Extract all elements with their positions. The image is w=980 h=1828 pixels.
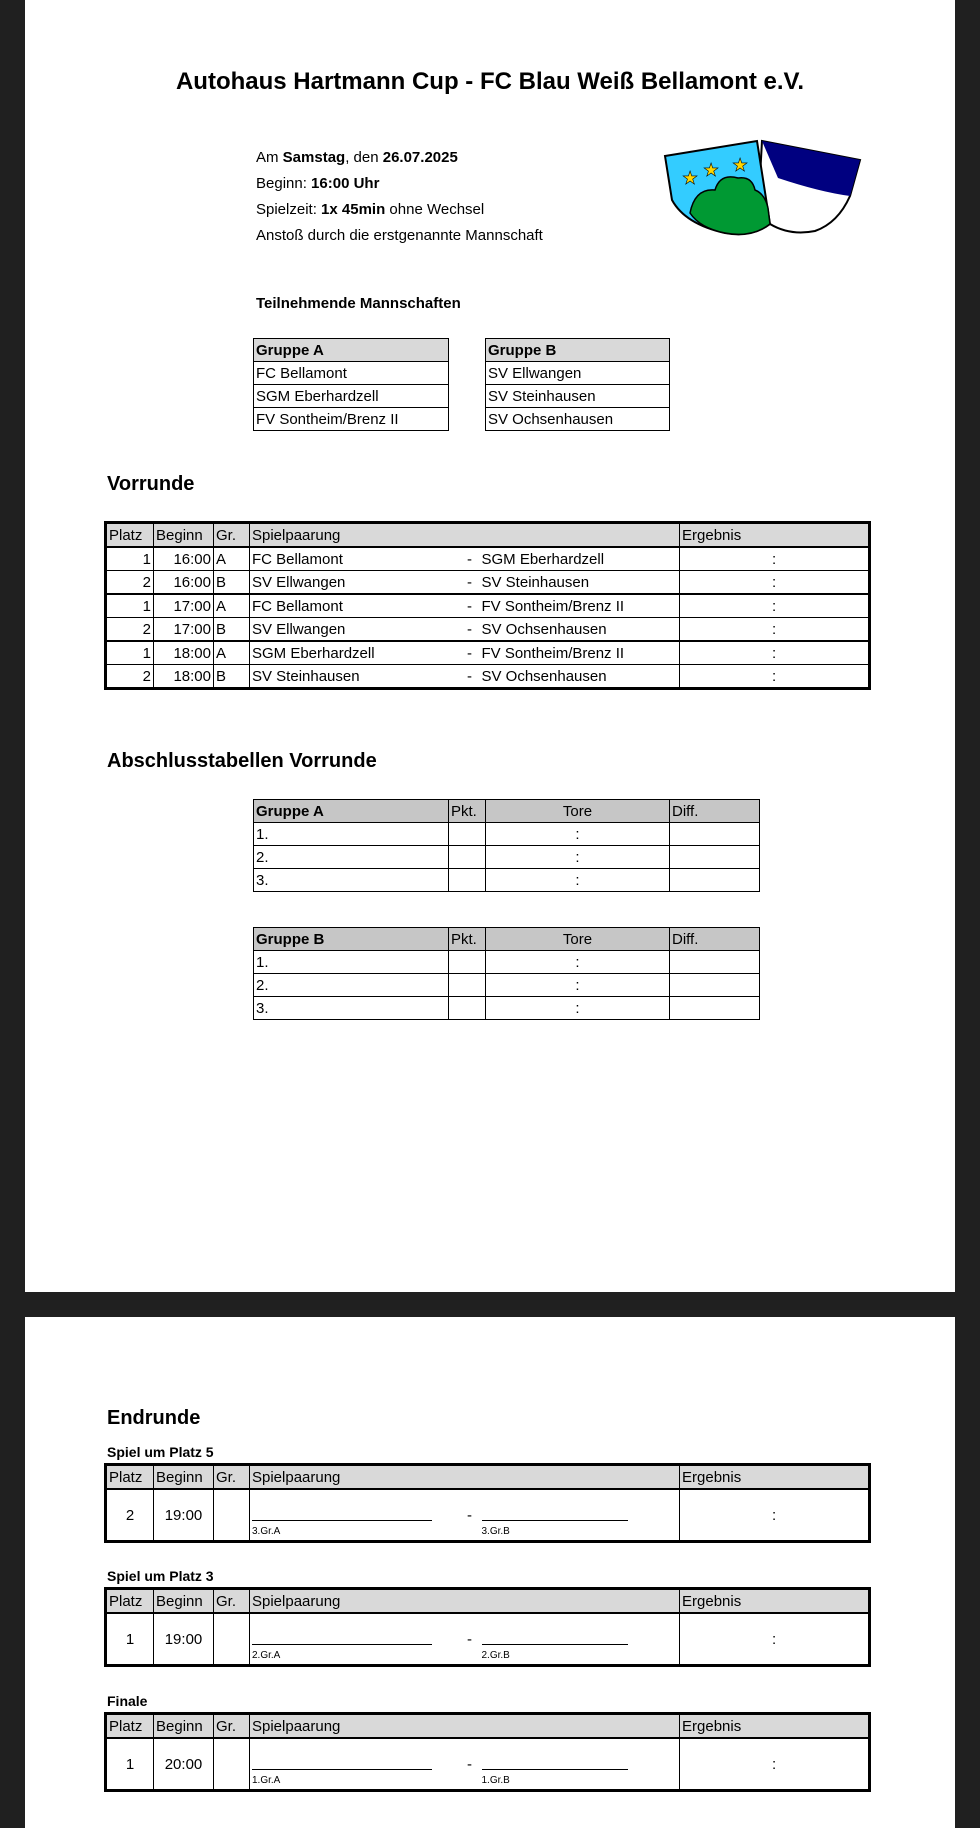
col-header-ergebnis: Ergebnis — [680, 1589, 870, 1614]
match-time: 17:00 — [154, 594, 214, 618]
group-b-team: SV Ellwangen — [486, 362, 670, 385]
vorrunde-schedule-table — [104, 521, 871, 690]
match-group: A — [214, 641, 250, 665]
club-crest-logo — [660, 138, 865, 236]
info-start-line: Beginn: 16:00 Uhr — [256, 175, 380, 192]
group-a-table — [253, 338, 449, 431]
match-result: : — [680, 665, 870, 689]
col-header-ergebnis: Ergebnis — [680, 1714, 870, 1739]
match-separator: - — [460, 641, 480, 665]
group-a-header: Gruppe A — [254, 339, 449, 362]
final-platz: 1 — [106, 1613, 154, 1666]
home-slot-label: 3.Gr.A — [252, 1526, 281, 1537]
col-header-ergebnis: Ergebnis — [680, 1465, 870, 1490]
col-header-gr: Gr. — [214, 523, 250, 548]
final-game-table — [104, 1587, 871, 1667]
table-row — [106, 665, 870, 689]
away-slot-label: 1.Gr.B — [481, 1775, 510, 1786]
away-blank-line — [482, 1752, 628, 1770]
match-home-team: SV Ellwangen — [250, 618, 460, 642]
col-header-beginn: Beginn — [154, 1589, 214, 1614]
table-row — [254, 846, 760, 869]
match-away-team: SGM Eberhardzell — [480, 547, 680, 571]
group-a-team: SGM Eberhardzell — [254, 385, 449, 408]
group-a-team: FV Sontheim/Brenz II — [254, 408, 449, 431]
tournament-info — [256, 145, 543, 249]
teams-heading: Teilnehmende Mannschaften — [256, 295, 461, 312]
table-row — [106, 1489, 870, 1542]
match-platz: 1 — [106, 594, 154, 618]
match-away-team: SV Ochsenhausen — [480, 665, 680, 689]
vorrunde-heading: Vorrunde — [107, 473, 195, 495]
match-home-team: SV Steinhausen — [250, 665, 460, 689]
final-away-slot — [480, 1613, 680, 1666]
final-home-slot — [250, 1738, 460, 1791]
match-separator: - — [460, 618, 480, 642]
final-group — [214, 1489, 250, 1542]
group-b-table — [485, 338, 670, 431]
abschluss-heading: Abschlusstabellen Vorrunde — [107, 750, 377, 772]
match-platz: 2 — [106, 571, 154, 595]
final-game-title: Finale — [107, 1693, 148, 1709]
col-header-platz: Platz — [106, 1589, 154, 1614]
away-blank-line — [482, 1627, 628, 1645]
table-row — [254, 823, 760, 846]
match-away-team: FV Sontheim/Brenz II — [480, 641, 680, 665]
col-header-beginn: Beginn — [154, 523, 214, 548]
final-game-table — [104, 1463, 871, 1543]
match-group: A — [214, 594, 250, 618]
match-group: B — [214, 618, 250, 642]
col-header-spielpaarung: Spielpaarung — [250, 1714, 680, 1739]
home-blank-line — [252, 1752, 432, 1770]
match-separator: - — [460, 665, 480, 689]
match-platz: 1 — [106, 641, 154, 665]
match-home-team: SV Ellwangen — [250, 571, 460, 595]
final-separator: - — [460, 1738, 480, 1791]
final-separator: - — [460, 1489, 480, 1542]
final-separator: - — [460, 1613, 480, 1666]
col-header-spielpaarung: Spielpaarung — [250, 523, 680, 548]
match-result: : — [680, 594, 870, 618]
star-icon: ★ — [703, 160, 720, 180]
match-away-team: SV Steinhausen — [480, 571, 680, 595]
group-b-header: Gruppe B — [486, 339, 670, 362]
standings-rank: 2. — [254, 846, 449, 869]
match-home-team: FC Bellamont — [250, 547, 460, 571]
match-time: 18:00 — [154, 641, 214, 665]
match-separator: - — [460, 571, 480, 595]
standings-tore: : — [486, 846, 670, 869]
col-header-ergebnis: Ergebnis — [680, 523, 870, 548]
table-row — [106, 571, 870, 595]
match-group: A — [214, 547, 250, 571]
away-slot-label: 2.Gr.B — [481, 1650, 510, 1661]
table-row — [106, 1613, 870, 1666]
match-platz: 1 — [106, 547, 154, 571]
match-time: 16:00 — [154, 571, 214, 595]
standings-group-a-table — [253, 799, 760, 892]
final-away-slot — [480, 1489, 680, 1542]
table-row — [254, 951, 760, 974]
group-a-team: FC Bellamont — [254, 362, 449, 385]
final-home-slot — [250, 1489, 460, 1542]
match-platz: 2 — [106, 618, 154, 642]
col-header-gr: Gr. — [214, 1465, 250, 1490]
col-header-platz: Platz — [106, 1714, 154, 1739]
standings-header-tore: Tore — [486, 928, 670, 951]
standings-rank: 2. — [254, 974, 449, 997]
table-row — [106, 641, 870, 665]
table-row — [106, 618, 870, 642]
standings-rank: 1. — [254, 951, 449, 974]
col-header-platz: Platz — [106, 523, 154, 548]
match-home-team: SGM Eberhardzell — [250, 641, 460, 665]
star-icon: ★ — [682, 168, 699, 188]
page-2 — [25, 1317, 955, 1828]
final-time: 20:00 — [154, 1738, 214, 1791]
final-platz: 2 — [106, 1489, 154, 1542]
final-game-title: Spiel um Platz 3 — [107, 1568, 214, 1584]
final-result: : — [680, 1738, 870, 1791]
info-kickoff-line: Anstoß durch die erstgenannte Mannschaft — [256, 227, 543, 244]
match-time: 17:00 — [154, 618, 214, 642]
col-header-beginn: Beginn — [154, 1465, 214, 1490]
standings-group-b-table — [253, 927, 760, 1020]
table-row — [254, 869, 760, 892]
match-result: : — [680, 571, 870, 595]
final-time: 19:00 — [154, 1489, 214, 1542]
home-slot-label: 1.Gr.A — [252, 1775, 281, 1786]
final-away-slot — [480, 1738, 680, 1791]
match-away-team: FV Sontheim/Brenz II — [480, 594, 680, 618]
endrunde-heading: Endrunde — [107, 1407, 201, 1429]
final-game-title: Spiel um Platz 5 — [107, 1444, 214, 1460]
match-result: : — [680, 641, 870, 665]
match-group: B — [214, 571, 250, 595]
home-blank-line — [252, 1503, 432, 1521]
star-icon: ★ — [732, 155, 749, 175]
final-game-table — [104, 1712, 871, 1792]
match-time: 18:00 — [154, 665, 214, 689]
standings-tore: : — [486, 869, 670, 892]
standings-header-diff: Diff. — [670, 800, 760, 823]
standings-header-diff: Diff. — [670, 928, 760, 951]
standings-header-group: Gruppe B — [254, 928, 449, 951]
match-home-team: FC Bellamont — [250, 594, 460, 618]
home-slot-label: 2.Gr.A — [252, 1650, 281, 1661]
standings-tore: : — [486, 823, 670, 846]
match-platz: 2 — [106, 665, 154, 689]
match-group: B — [214, 665, 250, 689]
table-row — [254, 997, 760, 1020]
final-home-slot — [250, 1613, 460, 1666]
col-header-gr: Gr. — [214, 1714, 250, 1739]
match-separator: - — [460, 594, 480, 618]
col-header-gr: Gr. — [214, 1589, 250, 1614]
final-group — [214, 1613, 250, 1666]
final-time: 19:00 — [154, 1613, 214, 1666]
match-away-team: SV Ochsenhausen — [480, 618, 680, 642]
home-blank-line — [252, 1627, 432, 1645]
standings-header-pkt: Pkt. — [449, 928, 486, 951]
away-slot-label: 3.Gr.B — [481, 1526, 510, 1537]
final-group — [214, 1738, 250, 1791]
standings-tore: : — [486, 974, 670, 997]
col-header-spielpaarung: Spielpaarung — [250, 1465, 680, 1490]
table-row — [254, 974, 760, 997]
final-result: : — [680, 1613, 870, 1666]
info-duration-line: Spielzeit: 1x 45min ohne Wechsel — [256, 201, 485, 218]
final-platz: 1 — [106, 1738, 154, 1791]
table-row — [106, 1738, 870, 1791]
standings-rank: 3. — [254, 997, 449, 1020]
group-b-team: SV Steinhausen — [486, 385, 670, 408]
final-result: : — [680, 1489, 870, 1542]
standings-header-group: Gruppe A — [254, 800, 449, 823]
standings-header-pkt: Pkt. — [449, 800, 486, 823]
standings-rank: 1. — [254, 823, 449, 846]
away-blank-line — [482, 1503, 628, 1521]
col-header-beginn: Beginn — [154, 1714, 214, 1739]
standings-rank: 3. — [254, 869, 449, 892]
page-1 — [25, 0, 955, 1292]
col-header-spielpaarung: Spielpaarung — [250, 1589, 680, 1614]
standings-header-tore: Tore — [486, 800, 670, 823]
info-date-line: Am Samstag, den 26.07.2025 — [256, 149, 458, 166]
match-result: : — [680, 547, 870, 571]
table-row — [106, 594, 870, 618]
table-row — [106, 547, 870, 571]
match-result: : — [680, 618, 870, 642]
standings-tore: : — [486, 951, 670, 974]
match-separator: - — [460, 547, 480, 571]
page-title: Autohaus Hartmann Cup - FC Blau Weiß Bellamont e.V. — [175, 68, 805, 95]
group-b-team: SV Ochsenhausen — [486, 408, 670, 431]
match-time: 16:00 — [154, 547, 214, 571]
col-header-platz: Platz — [106, 1465, 154, 1490]
standings-tore: : — [486, 997, 670, 1020]
